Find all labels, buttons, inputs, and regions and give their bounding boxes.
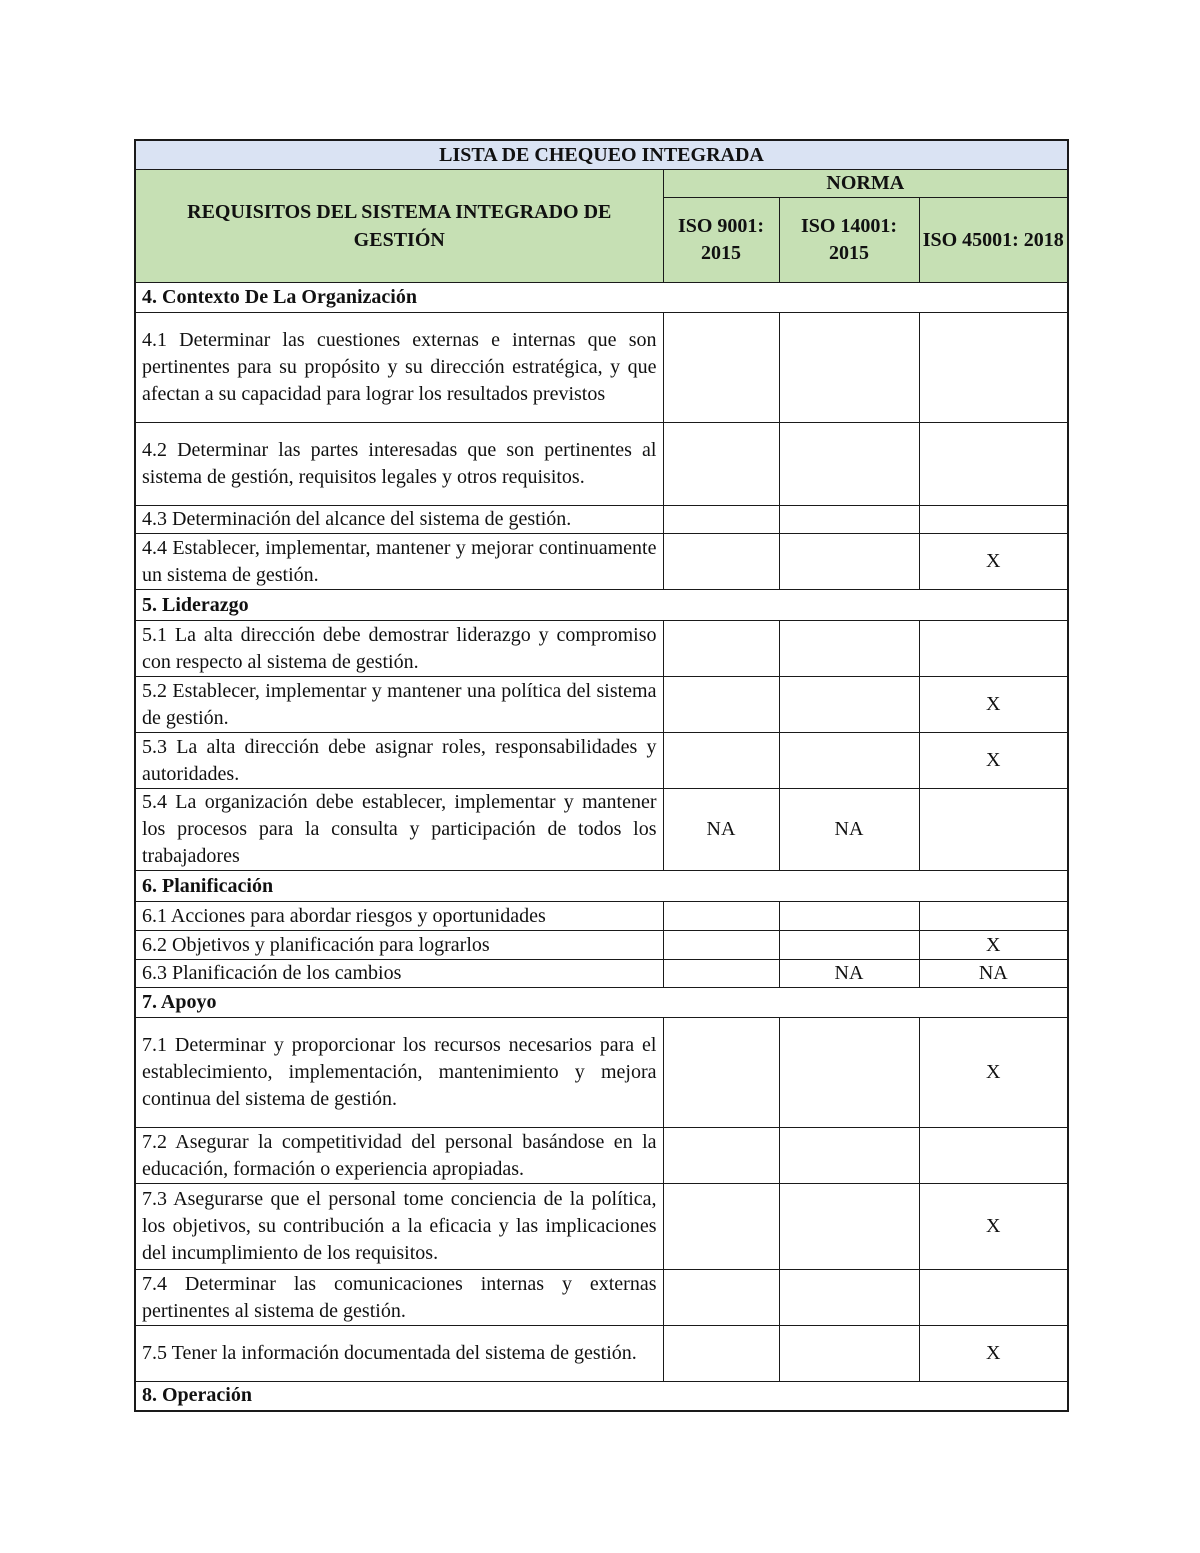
mark-cell-iso-9001: [663, 621, 779, 677]
requirement-row: [135, 1018, 1068, 1128]
mark-cell-iso-45001: [919, 1128, 1068, 1184]
mark-cell-iso-9001: NA: [663, 789, 779, 871]
mark-cell-iso-45001: [919, 506, 1068, 534]
requirement-row: [135, 960, 1068, 988]
requirement-text: 4.1 Determinar las cuestiones externas e internas que son pertinentes para su propósito y su dirección estratégica, y que afectan a su capacidad para lograr los resultados previstos: [135, 313, 663, 423]
mark-cell-iso-45001: [919, 1270, 1068, 1326]
mark-cell-iso-45001: [919, 313, 1068, 423]
requirement-row: [135, 423, 1068, 506]
requirement-text: 6.2 Objetivos y planificación para lograrlos: [135, 931, 663, 960]
requirement-row: [135, 1326, 1068, 1382]
mark-cell-iso-9001: [663, 1184, 779, 1270]
checklist-table: [134, 139, 1069, 1412]
mark-cell-iso-9001: [663, 313, 779, 423]
mark-cell-iso-9001: [663, 1018, 779, 1128]
requirement-row: [135, 931, 1068, 960]
requirement-row: [135, 506, 1068, 534]
norma-header: NORMA: [663, 170, 1068, 198]
mark-cell-iso-9001: [663, 1270, 779, 1326]
section-heading: 5. Liderazgo: [135, 590, 1068, 621]
mark-cell-iso-45001: X: [919, 534, 1068, 590]
mark-cell-iso-14001: [779, 506, 919, 534]
mark-cell-iso-14001: NA: [779, 960, 919, 988]
requirement-row: [135, 733, 1068, 789]
requirement-text: 4.3 Determinación del alcance del sistema de gestión.: [135, 506, 663, 534]
requirement-row: [135, 621, 1068, 677]
standard-header-iso-9001: ISO 9001: 2015: [663, 198, 779, 283]
mark-cell-iso-9001: [663, 902, 779, 931]
mark-cell-iso-14001: [779, 1128, 919, 1184]
requirement-row: [135, 789, 1068, 871]
mark-cell-iso-45001: [919, 789, 1068, 871]
mark-cell-iso-9001: [663, 931, 779, 960]
mark-cell-iso-14001: [779, 1018, 919, 1128]
mark-cell-iso-14001: [779, 621, 919, 677]
mark-cell-iso-45001: X: [919, 733, 1068, 789]
section-heading: 8. Operación: [135, 1382, 1068, 1411]
mark-cell-iso-14001: [779, 677, 919, 733]
mark-cell-iso-9001: [663, 677, 779, 733]
mark-cell-iso-14001: [779, 534, 919, 590]
header-row-top: [135, 170, 1068, 198]
requirement-text: 5.4 La organización debe establecer, implementar y mantener los procesos para la consulta y participación de todos los trabajadores: [135, 789, 663, 871]
requirement-row: [135, 1128, 1068, 1184]
mark-cell-iso-9001: [663, 534, 779, 590]
checklist-body: [135, 140, 1068, 1411]
mark-cell-iso-14001: [779, 733, 919, 789]
requirement-text: 5.2 Establecer, implementar y mantener una política del sistema de gestión.: [135, 677, 663, 733]
table-title: LISTA DE CHEQUEO INTEGRADA: [135, 140, 1068, 170]
mark-cell-iso-9001: [663, 1128, 779, 1184]
mark-cell-iso-14001: [779, 931, 919, 960]
mark-cell-iso-9001: [663, 1326, 779, 1382]
requirement-text: 7.3 Asegurarse que el personal tome conciencia de la política, los objetivos, su contribución a la eficacia y las implicaciones del incumplimiento de los requisitos.: [135, 1184, 663, 1270]
mark-cell-iso-14001: [779, 313, 919, 423]
section-row: [135, 283, 1068, 313]
requirement-text: 7.1 Determinar y proporcionar los recursos necesarios para el establecimiento, implementación, mantenimiento y mejora continua del sistema de gestión.: [135, 1018, 663, 1128]
section-row: [135, 590, 1068, 621]
mark-cell-iso-45001: NA: [919, 960, 1068, 988]
requirement-text: 4.2 Determinar las partes interesadas que son pertinentes al sistema de gestión, requisitos legales y otros requisitos.: [135, 423, 663, 506]
standard-header-iso-14001: ISO 14001: 2015: [779, 198, 919, 283]
mark-cell-iso-14001: NA: [779, 789, 919, 871]
requirement-row: [135, 1270, 1068, 1326]
requirement-text: 7.5 Tener la información documentada del sistema de gestión.: [135, 1326, 663, 1382]
requirement-row: [135, 902, 1068, 931]
requirements-header: REQUISITOS DEL SISTEMA INTEGRADO DE GESTIÓN: [135, 170, 663, 283]
mark-cell-iso-14001: [779, 423, 919, 506]
section-row: [135, 988, 1068, 1018]
title-row: [135, 140, 1068, 170]
mark-cell-iso-14001: [779, 902, 919, 931]
section-heading: 7. Apoyo: [135, 988, 1068, 1018]
requirement-text: 6.3 Planificación de los cambios: [135, 960, 663, 988]
mark-cell-iso-45001: X: [919, 1018, 1068, 1128]
requirement-row: [135, 677, 1068, 733]
mark-cell-iso-14001: [779, 1184, 919, 1270]
requirement-text: 5.3 La alta dirección debe asignar roles, responsabilidades y autoridades.: [135, 733, 663, 789]
mark-cell-iso-14001: [779, 1270, 919, 1326]
mark-cell-iso-45001: X: [919, 931, 1068, 960]
section-heading: 4. Contexto De La Organización: [135, 283, 1068, 313]
mark-cell-iso-45001: [919, 621, 1068, 677]
mark-cell-iso-9001: [663, 960, 779, 988]
requirement-text: 5.1 La alta dirección debe demostrar liderazgo y compromiso con respecto al sistema de gestión.: [135, 621, 663, 677]
section-row: [135, 871, 1068, 902]
mark-cell-iso-45001: [919, 902, 1068, 931]
mark-cell-iso-9001: [663, 733, 779, 789]
section-row: [135, 1382, 1068, 1411]
requirement-row: [135, 534, 1068, 590]
requirement-row: [135, 1184, 1068, 1270]
mark-cell-iso-9001: [663, 506, 779, 534]
requirement-text: 6.1 Acciones para abordar riesgos y oportunidades: [135, 902, 663, 931]
mark-cell-iso-14001: [779, 1326, 919, 1382]
mark-cell-iso-9001: [663, 423, 779, 506]
standard-header-iso-45001: ISO 45001: 2018: [919, 198, 1068, 283]
requirement-text: 4.4 Establecer, implementar, mantener y mejorar continuamente un sistema de gestión.: [135, 534, 663, 590]
mark-cell-iso-45001: X: [919, 1184, 1068, 1270]
section-heading: 6. Planificación: [135, 871, 1068, 902]
mark-cell-iso-45001: X: [919, 677, 1068, 733]
mark-cell-iso-45001: [919, 423, 1068, 506]
requirement-text: 7.2 Asegurar la competitividad del personal basándose en la educación, formación o experiencia apropiadas.: [135, 1128, 663, 1184]
requirement-text: 7.4 Determinar las comunicaciones internas y externas pertinentes al sistema de gestión.: [135, 1270, 663, 1326]
mark-cell-iso-45001: X: [919, 1326, 1068, 1382]
requirement-row: [135, 313, 1068, 423]
